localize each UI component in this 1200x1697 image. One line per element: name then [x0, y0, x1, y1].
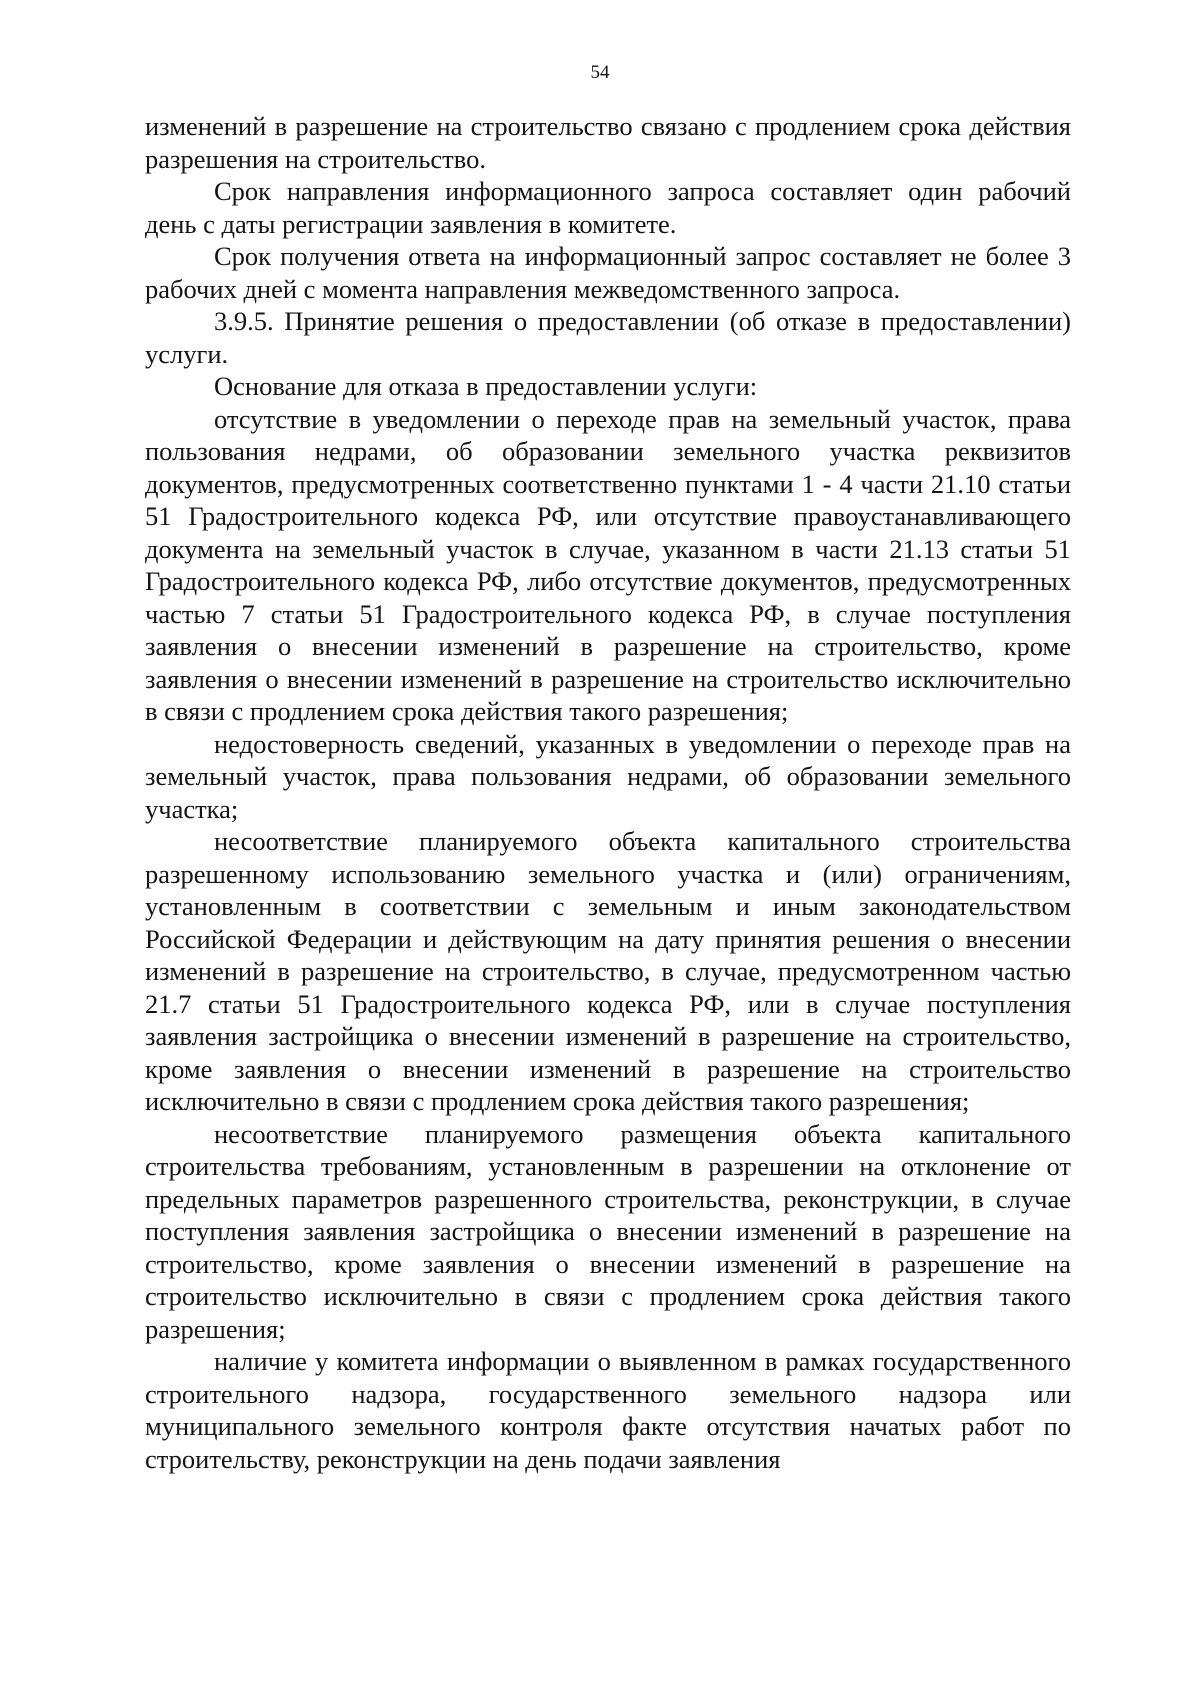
paragraph: Срок направления информационного запроса составляет один рабочий день с даты регистрации заявления в комитете. — [145, 176, 1071, 239]
list-item: несоответствие планируемого объекта капитального строительства разрешенному использованию земельного участка и (или) ограничениям, установленным в соответствии с земельным и иным законодательством Российской Федерации и действующим на дату принятия решения о внесении изменений в разрешение на строительство, в случае, предусмотренном частью 21.7 статьи 51 Градостроительного кодекса РФ, или в случае поступления заявления застройщика о внесении изменений в разрешение на строительство, кроме заявления о внесении изменений в разрешение на строительство исключительно в связи с продлением срока действия такого разрешения; — [145, 826, 1071, 1116]
paragraph: изменений в разрешение на строительство связано с продлением срока действия разрешения на строительство. — [145, 111, 1071, 174]
paragraph: Срок получения ответа на информационный запрос составляет не более 3 рабочих дней с момента направления межведомственного запроса. — [145, 241, 1071, 304]
list-item: отсутствие в уведомлении о переходе прав на земельный участок, права пользования недрами, об образовании земельного участка реквизитов документов, предусмотренных соответственно пунктами 1 - 4 части 21.10 статьи 51 Градостроительного кодекса РФ, или отсутствие правоустанавливающего документа на земельный участок в случае, указанном в части 21.13 статьи 51 Градостроительного кодекса РФ, либо отсутствие документов, предусмотренных частью 7 статьи 51 Градостроительного кодекса РФ, в случае поступления заявления о внесении изменений в разрешение на строительство, кроме заявления о внесении изменений в разрешение на строительство исключительно в связи с продлением срока действия такого разрешения; — [145, 403, 1071, 726]
section-heading: 3.9.5. Принятие решения о предоставлении (об отказе в предоставлении) услуги. — [145, 306, 1071, 369]
document-body — [145, 110, 1071, 1475]
list-item: несоответствие планируемого размещения объекта капитального строительства требованиям, установленным в разрешении на отклонение от предельных параметров разрешенного строительства, реконструкции, в случае поступления заявления застройщика о внесении изменений в разрешение на строительство, кроме заявления о внесении изменений в разрешение на строительство исключительно в связи с продлением срока действия такого разрешения; — [145, 1118, 1071, 1344]
list-item: недостоверность сведений, указанных в уведомлении о переходе прав на земельный участок, права пользования недрами, об образовании земельного участка; — [145, 728, 1071, 824]
list-item: наличие у комитета информации о выявленном в рамках государственного строительного надзора, государственного земельного надзора или муниципального земельного контроля факте отсутствия начатых работ по строительству, реконструкции на день подачи заявления — [145, 1346, 1071, 1474]
paragraph: Основание для отказа в предоставлении услуги: — [214, 371, 758, 401]
page-number: 54 — [590, 62, 610, 83]
